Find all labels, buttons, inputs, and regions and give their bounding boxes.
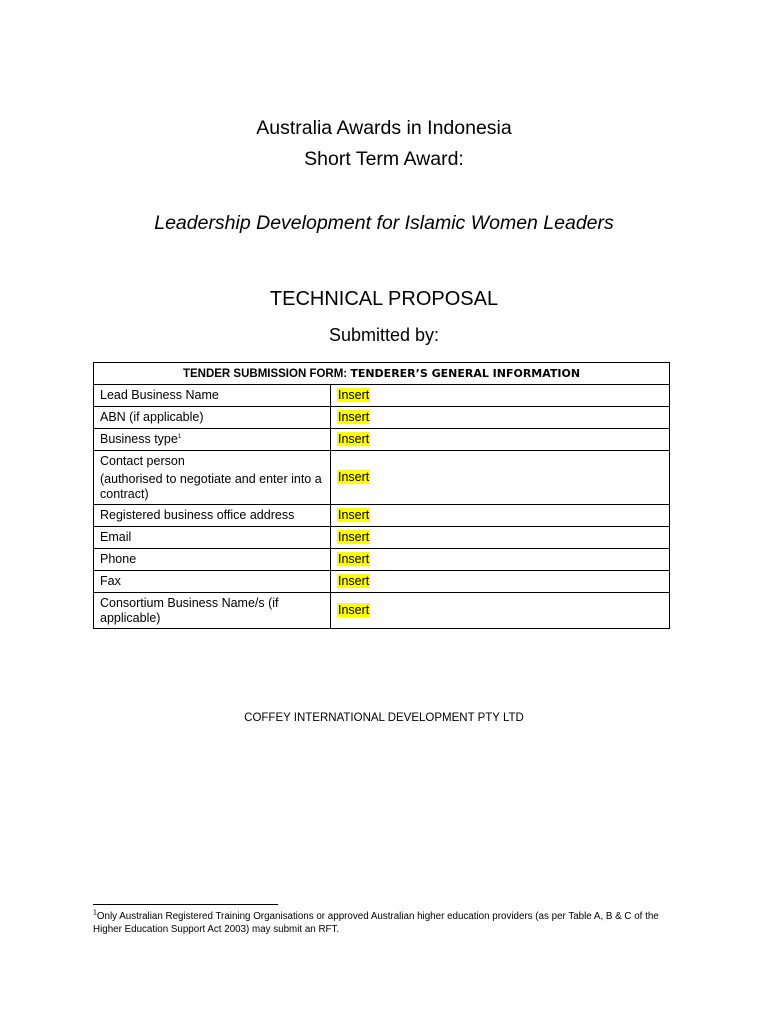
table-heading-part1: TENDER SUBMISSION FORM:	[182, 367, 351, 380]
table-row	[94, 571, 670, 593]
lead-business-name-value[interactable]	[331, 385, 670, 407]
table-row	[94, 429, 670, 451]
business-type-label: Business type	[100, 432, 178, 446]
table-heading-row	[94, 363, 670, 385]
footnote-reference: 1	[177, 433, 182, 440]
consortium-label: Consortium Business Name/s (if applicable)	[94, 593, 331, 629]
technical-proposal-heading: TECHNICAL PROPOSAL	[269, 288, 499, 310]
consortium-value[interactable]	[331, 593, 670, 629]
abn-value[interactable]	[331, 407, 670, 429]
table-row	[94, 451, 670, 505]
insert-placeholder: Insert	[338, 432, 370, 446]
lead-business-name-label: Lead Business Name	[94, 385, 331, 407]
email-label: Email	[94, 527, 331, 549]
submitted-by-label: Submitted by:	[328, 325, 440, 345]
table-heading-part2: TENDERER’S GENERAL INFORMATION	[350, 366, 581, 380]
footnote-marker: 1	[93, 909, 97, 917]
insert-placeholder: Insert	[338, 388, 370, 402]
contact-person-label: Contact person	[100, 453, 185, 468]
business-type-value[interactable]	[331, 429, 670, 451]
footnote	[93, 910, 673, 936]
business-type-cell	[94, 429, 331, 451]
footnote-divider	[93, 904, 278, 905]
insert-placeholder: Insert	[338, 470, 370, 484]
document-subtitle: Leadership Development for Islamic Women Leaders	[154, 212, 614, 234]
phone-value[interactable]	[331, 549, 670, 571]
abn-label: ABN (if applicable)	[94, 407, 331, 429]
contact-person-sublabel: (authorised to negotiate and enter into a contract)	[100, 471, 322, 501]
insert-placeholder: Insert	[338, 574, 370, 588]
insert-placeholder: Insert	[338, 530, 370, 544]
tender-submission-table	[93, 362, 670, 629]
contact-person-value[interactable]	[331, 451, 670, 505]
title-line-2: Short Term Award:	[304, 148, 464, 170]
fax-label: Fax	[94, 571, 331, 593]
table-row	[94, 527, 670, 549]
table-row	[94, 385, 670, 407]
insert-placeholder: Insert	[338, 552, 370, 566]
table-row	[94, 549, 670, 571]
table-heading	[94, 363, 670, 385]
fax-value[interactable]	[331, 571, 670, 593]
table-row	[94, 505, 670, 527]
office-address-label: Registered business office address	[94, 505, 331, 527]
table-row	[94, 593, 670, 629]
company-name: COFFEY INTERNATIONAL DEVELOPMENT PTY LTD	[244, 712, 524, 724]
insert-placeholder: Insert	[338, 603, 370, 617]
contact-person-cell	[94, 451, 331, 505]
footnote-text: Only Australian Registered Training Organisations or approved Australian higher education providers (as per Table A, B & C of the Higher Education Support Act 2003) may submit an RFT.	[93, 911, 659, 935]
email-value[interactable]	[331, 527, 670, 549]
title-line-1: Australia Awards in Indonesia	[256, 117, 512, 139]
table-row	[94, 407, 670, 429]
office-address-value[interactable]	[331, 505, 670, 527]
phone-label: Phone	[94, 549, 331, 571]
insert-placeholder: Insert	[338, 508, 370, 522]
insert-placeholder: Insert	[338, 410, 370, 424]
